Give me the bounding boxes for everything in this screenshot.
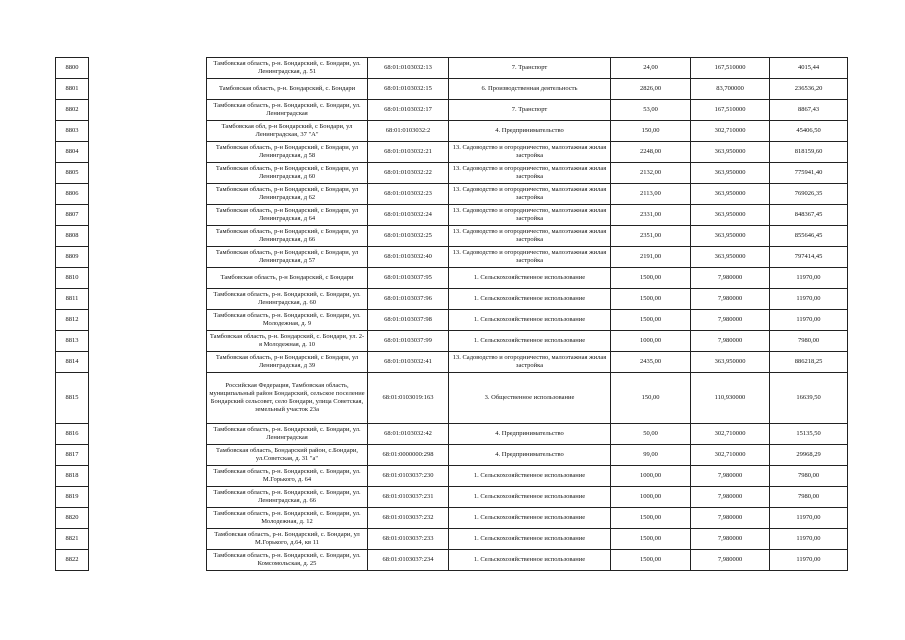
area-cell: 2191,00	[611, 247, 691, 268]
cadastral-number-cell: 68:01:0103032:40	[368, 247, 449, 268]
blank-gap-cell	[89, 424, 207, 445]
address-cell: Тамбовская область, р-н. Бондарский, с. Бондари, ул. М.Горького, д. 64	[207, 466, 368, 487]
cadastral-value-cell: 11970,00	[770, 310, 848, 331]
cadastral-value-cell: 45406,50	[770, 121, 848, 142]
area-cell: 2826,00	[611, 79, 691, 100]
row-number-cell: 8816	[56, 424, 89, 445]
cadastral-number-cell: 68:01:0103037:96	[368, 289, 449, 310]
blank-gap-cell	[89, 373, 207, 424]
area-cell: 1500,00	[611, 268, 691, 289]
area-cell: 2113,00	[611, 184, 691, 205]
address-cell: Тамбовская область, р-н. Бондарский, с. Бондари, ул. Комсомольская, д. 25	[207, 550, 368, 571]
cadastral-number-cell: 68:01:0103037:98	[368, 310, 449, 331]
row-number-cell: 8804	[56, 142, 89, 163]
row-number-cell: 8803	[56, 121, 89, 142]
cadastral-value-cell: 855646,45	[770, 226, 848, 247]
land-use-category-cell: 13. Садоводство и огородничество, малоэтажная жилая застройка	[449, 142, 611, 163]
land-use-category-cell: 13. Садоводство и огородничество, малоэтажная жилая застройка	[449, 226, 611, 247]
address-cell: Тамбовская область, р-н. Бондарский, с. Бондари, ул. Молодежная, д. 12	[207, 508, 368, 529]
cadastral-number-cell: 68:01:0103037:95	[368, 268, 449, 289]
land-use-category-cell: 7. Транспорт	[449, 100, 611, 121]
table-row	[56, 445, 848, 466]
address-cell: Тамбовская область, р-н. Бондарский, с. Бондари	[207, 79, 368, 100]
row-number-cell: 8812	[56, 310, 89, 331]
specific-value-cell: 363,950000	[691, 184, 770, 205]
area-cell: 150,00	[611, 373, 691, 424]
table-row	[56, 487, 848, 508]
cadastral-value-cell: 7980,00	[770, 466, 848, 487]
land-use-category-cell: 13. Садоводство и огородничество, малоэтажная жилая застройка	[449, 352, 611, 373]
land-use-category-cell: 1. Сельскохозяйственное использование	[449, 508, 611, 529]
address-cell: Тамбовская область, р-н Бондарский, с Бондари, ул Ленинградская, д 60	[207, 163, 368, 184]
table-row	[56, 508, 848, 529]
row-number-cell: 8817	[56, 445, 89, 466]
cadastral-number-cell: 68:01:0103037:99	[368, 331, 449, 352]
cadastral-number-cell: 68:01:0103032:41	[368, 352, 449, 373]
cadastral-value-cell: 236536,20	[770, 79, 848, 100]
land-use-category-cell: 1. Сельскохозяйственное использование	[449, 289, 611, 310]
row-number-cell: 8818	[56, 466, 89, 487]
address-cell: Тамбовская область, р-н Бондарский, с Бондари, ул Ленинградская, д 39	[207, 352, 368, 373]
area-cell: 2248,00	[611, 142, 691, 163]
blank-gap-cell	[89, 310, 207, 331]
land-use-category-cell: 4. Предпринимательство	[449, 121, 611, 142]
specific-value-cell: 7,980000	[691, 550, 770, 571]
blank-gap-cell	[89, 466, 207, 487]
row-number-cell: 8809	[56, 247, 89, 268]
cadastral-value-cell: 7980,00	[770, 331, 848, 352]
area-cell: 2331,00	[611, 205, 691, 226]
table-row	[56, 247, 848, 268]
row-number-cell: 8819	[56, 487, 89, 508]
specific-value-cell: 363,950000	[691, 205, 770, 226]
area-cell: 1500,00	[611, 310, 691, 331]
area-cell: 1500,00	[611, 508, 691, 529]
area-cell: 1500,00	[611, 289, 691, 310]
address-cell: Тамбовская область, р-н. Бондарский, с. Бондари, ул. Ленинградская	[207, 100, 368, 121]
blank-gap-cell	[89, 529, 207, 550]
specific-value-cell: 7,980000	[691, 310, 770, 331]
land-use-category-cell: 1. Сельскохозяйственное использование	[449, 310, 611, 331]
row-number-cell: 8821	[56, 529, 89, 550]
blank-gap-cell	[89, 100, 207, 121]
specific-value-cell: 7,980000	[691, 487, 770, 508]
address-cell: Тамбовская область, р-н Бондарский, с Бондари	[207, 268, 368, 289]
specific-value-cell: 110,930000	[691, 373, 770, 424]
address-cell: Тамбовская область, р-н. Бондарский, с. Бондари, ул. 2-я Молодежная, д. 10	[207, 331, 368, 352]
land-use-category-cell: 13. Садоводство и огородничество, малоэтажная жилая застройка	[449, 184, 611, 205]
area-cell: 1000,00	[611, 466, 691, 487]
blank-gap-cell	[89, 487, 207, 508]
cadastral-value-cell: 775941,40	[770, 163, 848, 184]
table-row	[56, 310, 848, 331]
land-use-category-cell: 4. Предпринимательство	[449, 445, 611, 466]
cadastral-number-cell: 68:01:0103032:2	[368, 121, 449, 142]
cadastral-value-cell: 4015,44	[770, 58, 848, 79]
land-use-category-cell: 1. Сельскохозяйственное использование	[449, 550, 611, 571]
land-use-category-cell: 13. Садоводство и огородничество, малоэтажная жилая застройка	[449, 205, 611, 226]
blank-gap-cell	[89, 184, 207, 205]
area-cell: 2351,00	[611, 226, 691, 247]
cadastral-value-cell: 797414,45	[770, 247, 848, 268]
table-row	[56, 466, 848, 487]
specific-value-cell: 302,710000	[691, 121, 770, 142]
land-use-category-cell: 7. Транспорт	[449, 58, 611, 79]
specific-value-cell: 363,950000	[691, 352, 770, 373]
area-cell: 53,00	[611, 100, 691, 121]
table-row	[56, 226, 848, 247]
cadastral-number-cell: 68:01:0000000:298	[368, 445, 449, 466]
cadastral-number-cell: 68:01:0103037:233	[368, 529, 449, 550]
cadastral-number-cell: 68:01:0103032:42	[368, 424, 449, 445]
table-row	[56, 529, 848, 550]
table-row	[56, 121, 848, 142]
area-cell: 1500,00	[611, 550, 691, 571]
area-cell: 1500,00	[611, 529, 691, 550]
address-cell: Тамбовская область, р-н Бондарский, с Бондари, ул Ленинградская, д 66	[207, 226, 368, 247]
area-cell: 2132,00	[611, 163, 691, 184]
row-number-cell: 8813	[56, 331, 89, 352]
address-cell: Тамбовская область, р-н. Бондарский, с. Бондари, ул. Ленинградская, д. 66	[207, 487, 368, 508]
row-number-cell: 8802	[56, 100, 89, 121]
blank-gap-cell	[89, 79, 207, 100]
address-cell: Тамбовская обл, р-н Бондарский, с Бондари, ул Ленинградская, 37 "А"	[207, 121, 368, 142]
specific-value-cell: 302,710000	[691, 445, 770, 466]
specific-value-cell: 167,510000	[691, 100, 770, 121]
cadastral-value-cell: 818159,60	[770, 142, 848, 163]
specific-value-cell: 363,950000	[691, 226, 770, 247]
table-row	[56, 142, 848, 163]
land-use-category-cell: 1. Сельскохозяйственное использование	[449, 529, 611, 550]
cadastral-value-cell: 7980,00	[770, 487, 848, 508]
address-cell: Российская Федерация, Тамбовская область, муниципальный район Бондарский, сельское поселение Бондарский сельсовет, село Бондари, улица Советская, земельный участок 23а	[207, 373, 368, 424]
specific-value-cell: 167,510000	[691, 58, 770, 79]
specific-value-cell: 7,980000	[691, 289, 770, 310]
address-cell: Тамбовская область, Бондарский район, с.Бондари, ул.Советская, д. 31 "а"	[207, 445, 368, 466]
specific-value-cell: 363,950000	[691, 142, 770, 163]
blank-gap-cell	[89, 58, 207, 79]
land-use-category-cell: 4. Предпринимательство	[449, 424, 611, 445]
area-cell: 2435,00	[611, 352, 691, 373]
row-number-cell: 8814	[56, 352, 89, 373]
cadastral-value-cell: 15135,50	[770, 424, 848, 445]
blank-gap-cell	[89, 142, 207, 163]
table-row	[56, 550, 848, 571]
cadastral-number-cell: 68:01:0103037:234	[368, 550, 449, 571]
cadastral-number-cell: 68:01:0103032:15	[368, 79, 449, 100]
cadastral-number-cell: 68:01:0103037:232	[368, 508, 449, 529]
row-number-cell: 8822	[56, 550, 89, 571]
table-row	[56, 100, 848, 121]
area-cell: 99,00	[611, 445, 691, 466]
specific-value-cell: 363,950000	[691, 247, 770, 268]
row-number-cell: 8801	[56, 79, 89, 100]
land-use-category-cell: 3. Общественное использование	[449, 373, 611, 424]
land-use-category-cell: 1. Сельскохозяйственное использование	[449, 268, 611, 289]
row-number-cell: 8805	[56, 163, 89, 184]
table-row	[56, 163, 848, 184]
row-number-cell: 8807	[56, 205, 89, 226]
specific-value-cell: 7,980000	[691, 268, 770, 289]
land-use-category-cell: 13. Садоводство и огородничество, малоэтажная жилая застройка	[449, 163, 611, 184]
area-cell: 1000,00	[611, 487, 691, 508]
cadastral-number-cell: 68:01:0103032:23	[368, 184, 449, 205]
cadastral-number-cell: 68:01:0103032:21	[368, 142, 449, 163]
blank-gap-cell	[89, 331, 207, 352]
address-cell: Тамбовская область, р-н. Бондарский, с. Бондари, ул. Молодежная, д. 9	[207, 310, 368, 331]
table-row	[56, 289, 848, 310]
area-cell: 1000,00	[611, 331, 691, 352]
address-cell: Тамбовская область, р-н Бондарский, с Бондари, ул Ленинградская, д 64	[207, 205, 368, 226]
blank-gap-cell	[89, 550, 207, 571]
cadastral-value-cell: 11970,00	[770, 550, 848, 571]
blank-gap-cell	[89, 445, 207, 466]
land-use-category-cell: 13. Садоводство и огородничество, малоэтажная жилая застройка	[449, 247, 611, 268]
area-cell: 24,00	[611, 58, 691, 79]
cadastral-value-cell: 769026,35	[770, 184, 848, 205]
table-row	[56, 331, 848, 352]
area-cell: 150,00	[611, 121, 691, 142]
row-number-cell: 8815	[56, 373, 89, 424]
land-use-category-cell: 1. Сельскохозяйственное использование	[449, 466, 611, 487]
specific-value-cell: 7,980000	[691, 466, 770, 487]
table-row	[56, 58, 848, 79]
blank-gap-cell	[89, 289, 207, 310]
cadastral-value-table	[55, 57, 848, 571]
area-cell: 50,00	[611, 424, 691, 445]
address-cell: Тамбовская область, р-н Бондарский, с Бондари, ул Ленинградская, д 62	[207, 184, 368, 205]
row-number-cell: 8808	[56, 226, 89, 247]
specific-value-cell: 7,980000	[691, 529, 770, 550]
land-use-category-cell: 6. Производственная деятельность	[449, 79, 611, 100]
table-row	[56, 184, 848, 205]
cadastral-number-cell: 68:01:0103032:24	[368, 205, 449, 226]
cadastral-value-cell: 11970,00	[770, 508, 848, 529]
row-number-cell: 8800	[56, 58, 89, 79]
cadastral-value-cell: 8867,43	[770, 100, 848, 121]
address-cell: Тамбовская область, р-н. Бондарский, с. Бондари, ул. Ленинградская	[207, 424, 368, 445]
land-use-category-cell: 1. Сельскохозяйственное использование	[449, 331, 611, 352]
table-row	[56, 352, 848, 373]
address-cell: Тамбовская область, р-н Бондарский, с Бондари, ул Ленинградская, д 57	[207, 247, 368, 268]
row-number-cell: 8811	[56, 289, 89, 310]
cadastral-number-cell: 68:01:0103032:13	[368, 58, 449, 79]
table-row	[56, 268, 848, 289]
cadastral-number-cell: 68:01:0103032:22	[368, 163, 449, 184]
land-use-category-cell: 1. Сельскохозяйственное использование	[449, 487, 611, 508]
cadastral-value-cell: 29968,29	[770, 445, 848, 466]
blank-gap-cell	[89, 205, 207, 226]
table-row	[56, 373, 848, 424]
blank-gap-cell	[89, 247, 207, 268]
blank-gap-cell	[89, 163, 207, 184]
cadastral-value-cell: 11970,00	[770, 289, 848, 310]
table-row	[56, 79, 848, 100]
table-row	[56, 424, 848, 445]
cadastral-number-cell: 68:01:0103032:25	[368, 226, 449, 247]
blank-gap-cell	[89, 121, 207, 142]
row-number-cell: 8810	[56, 268, 89, 289]
cadastral-value-cell: 848367,45	[770, 205, 848, 226]
address-cell: Тамбовская область, р-н. Бондарский, с. Бондари, ул. Ленинградская, д. 60	[207, 289, 368, 310]
specific-value-cell: 7,980000	[691, 508, 770, 529]
address-cell: Тамбовская область, р-н Бондарский, с Бондари, ул Ленинградская, д 58	[207, 142, 368, 163]
specific-value-cell: 7,980000	[691, 331, 770, 352]
cadastral-number-cell: 68:01:0103037:230	[368, 466, 449, 487]
address-cell: Тамбовская область, р-н. Бондарский, с. Бондари, ул М.Горького, д.64, кв 11	[207, 529, 368, 550]
cadastral-value-cell: 11970,00	[770, 268, 848, 289]
blank-gap-cell	[89, 508, 207, 529]
cadastral-number-cell: 68:01:0103037:231	[368, 487, 449, 508]
cadastral-value-cell: 886218,25	[770, 352, 848, 373]
cadastral-value-cell: 16639,50	[770, 373, 848, 424]
specific-value-cell: 83,700000	[691, 79, 770, 100]
cadastral-number-cell: 68:01:0103019:163	[368, 373, 449, 424]
blank-gap-cell	[89, 226, 207, 247]
blank-gap-cell	[89, 352, 207, 373]
specific-value-cell: 302,710000	[691, 424, 770, 445]
address-cell: Тамбовская область, р-н. Бондарский, с. Бондари, ул. Ленинградская, д. 51	[207, 58, 368, 79]
row-number-cell: 8820	[56, 508, 89, 529]
row-number-cell: 8806	[56, 184, 89, 205]
specific-value-cell: 363,950000	[691, 163, 770, 184]
blank-gap-cell	[89, 268, 207, 289]
cadastral-value-cell: 11970,00	[770, 529, 848, 550]
cadastral-number-cell: 68:01:0103032:17	[368, 100, 449, 121]
table-row	[56, 205, 848, 226]
